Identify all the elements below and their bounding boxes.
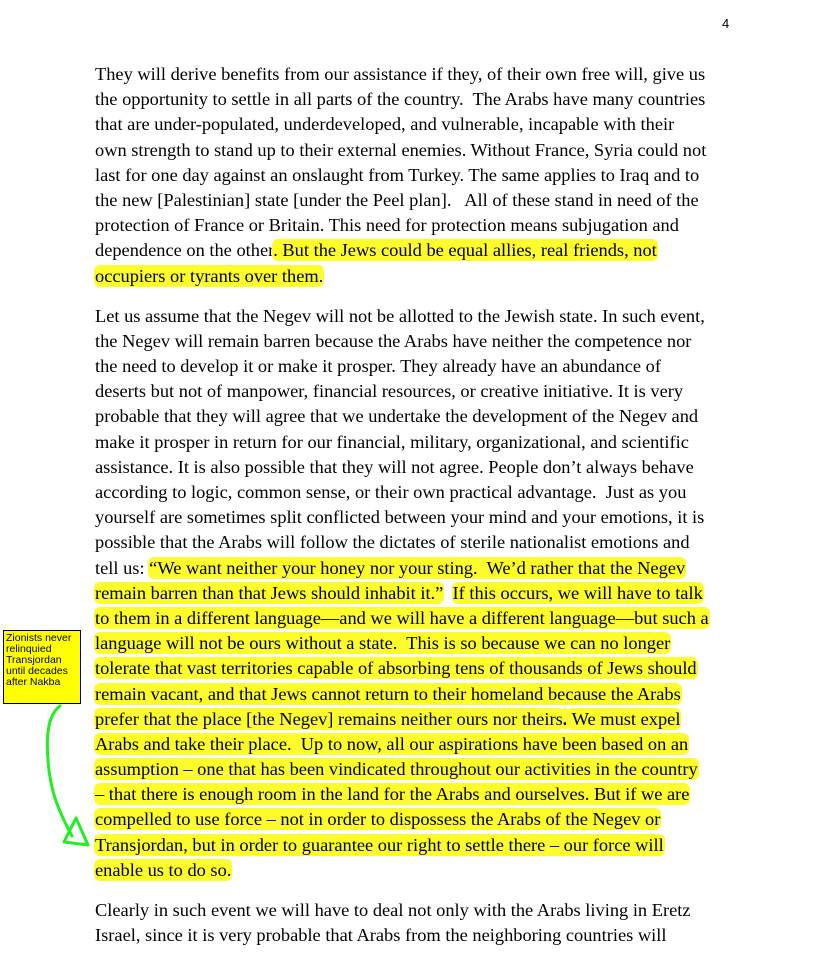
text-line [95, 238, 755, 263]
highlighted-text: – that there is enough room in the land for the Arabs and ourselves. But if we are [95, 784, 690, 805]
text-line [95, 329, 755, 354]
text-line [95, 833, 755, 858]
text-line [95, 556, 755, 581]
text-segment: assistance. It is also possible that they will not agree. People don’t always behave [95, 456, 694, 477]
text-line [95, 606, 755, 631]
paragraph [95, 304, 755, 883]
text-segment: possible that the Arabs will follow the dictates of sterile nationalist emotions and [95, 532, 690, 553]
text-line [95, 782, 755, 807]
text-segment: the Negev will remain barren because the Arabs have neither the competence nor [95, 330, 692, 351]
highlighted-text: If this occurs, we will have to talk [452, 582, 703, 603]
highlighted-text: Arabs and take their place. Up to now, all our aspirations have been based on an [95, 733, 689, 754]
highlighted-text: occupiers or tyrants over them. [95, 265, 324, 286]
highlighted-text: remain vacant, and that Jews cannot return to their homeland because the Arabs [95, 683, 681, 704]
text-line [95, 682, 755, 707]
text-line [95, 304, 755, 329]
text-segment: the need to develop it or make it prosper. They already have an abundance of [95, 356, 661, 377]
text-segment: the new [Palestinian] state [under the Peel plan]. All of these stand in need of the [95, 189, 699, 210]
highlighted-text: prefer that the place [the Negev] remains neither ours nor theirs [95, 708, 563, 729]
text-segment: deserts but not of manpower, financial resources, or creative initiative. It is very [95, 381, 684, 402]
text-segment: probable that they will agree that we undertake the development of the Negev and [95, 406, 699, 427]
highlighted-text: language will not be ours without a state. This is so because we can no longer [95, 633, 671, 654]
highlighted-text: enable us to do so. [95, 859, 232, 880]
text-segment: make it prosper in return for our financial, military, organizational, and scientific [95, 431, 689, 452]
text-segment: own strength to stand up to their external enemies. Without France, Syria could not [95, 139, 707, 160]
highlighted-text: . [562, 708, 568, 729]
highlighted-text: remain barren than that Jews should inhabit it.” [95, 582, 444, 603]
text-segment: according to logic, common sense, or their own practical advantage. Just as you [95, 482, 687, 502]
paragraph [95, 898, 755, 948]
text-line [95, 530, 755, 555]
text-line [95, 264, 755, 289]
text-line [95, 455, 755, 480]
text-line [95, 923, 755, 948]
text-line [95, 188, 755, 213]
highlighted-text: to them in a different language—and we will have a different language—but such a [95, 607, 709, 628]
text-line [95, 505, 755, 530]
text-line [95, 757, 755, 782]
page-number: 4 [722, 16, 730, 31]
text-line [95, 138, 755, 163]
text-line [95, 62, 755, 87]
text-segment: dependence on the other [95, 240, 274, 261]
highlighted-text: . But the Jews could be equal allies, real friends, not [273, 240, 657, 261]
text-line [95, 87, 755, 112]
text-line [95, 858, 755, 883]
text-segment: Israel, since it is very probable that Arabs from the neighboring countries will [95, 925, 667, 946]
text-line [95, 379, 755, 404]
text-segment: that are under-populated, underdeveloped, and vulnerable, incapable with their [95, 114, 675, 135]
document-body [95, 62, 755, 963]
text-segment [443, 583, 452, 603]
text-line [95, 430, 755, 455]
text-line [95, 213, 755, 238]
highlighted-text: We must expel [567, 708, 681, 729]
text-line [95, 581, 755, 606]
paragraph [95, 62, 755, 289]
arrow-head [64, 818, 88, 845]
text-line [95, 163, 755, 188]
text-line [95, 732, 755, 757]
text-line [95, 480, 755, 505]
text-segment: protection of France or Britain. This need for protection means subjugation and [95, 215, 679, 236]
text-line [95, 898, 755, 923]
text-line [95, 354, 755, 379]
text-segment: yourself are sometimes split conflicted between your mind and your emotions, it is [95, 507, 705, 528]
annotation-note[interactable]: Zionists never relinquied Transjordan until decades after Nakba [3, 630, 81, 704]
highlighted-text: “We want neither your honey nor your sting. We’d rather that the Negev [149, 557, 686, 578]
text-segment: last for one day against an onslaught from Turkey. The same applies to Iraq and to [95, 164, 700, 185]
text-line [95, 807, 755, 832]
text-line [95, 404, 755, 429]
highlighted-text: assumption – one that has been vindicated throughout our activities in the country [95, 759, 698, 780]
arrow-curve [47, 706, 72, 836]
text-line [95, 112, 755, 137]
text-segment: They will derive benefits from our assistance if they, of their own free will, give us [95, 64, 706, 84]
text-segment: the opportunity to settle in all parts of the country. The Arabs have many countries [95, 89, 706, 110]
text-line [95, 656, 755, 681]
text-line [95, 707, 755, 732]
highlighted-text: compelled to use force – not in order to dispossess the Arabs of the Negev or [95, 809, 661, 830]
text-segment: Let us assume that the Negev will not be allotted to the Jewish state. In such event, [95, 305, 705, 326]
text-segment: tell us: [95, 557, 150, 578]
text-segment: Clearly in such event we will have to deal not only with the Arabs living in Eretz [95, 900, 691, 920]
highlighted-text: tolerate that vast territories capable of absorbing tens of thousands of Jews should [95, 658, 697, 679]
text-line [95, 631, 755, 656]
highlighted-text: Transjordan, but in order to guarantee our right to settle there – our force will [95, 834, 664, 855]
